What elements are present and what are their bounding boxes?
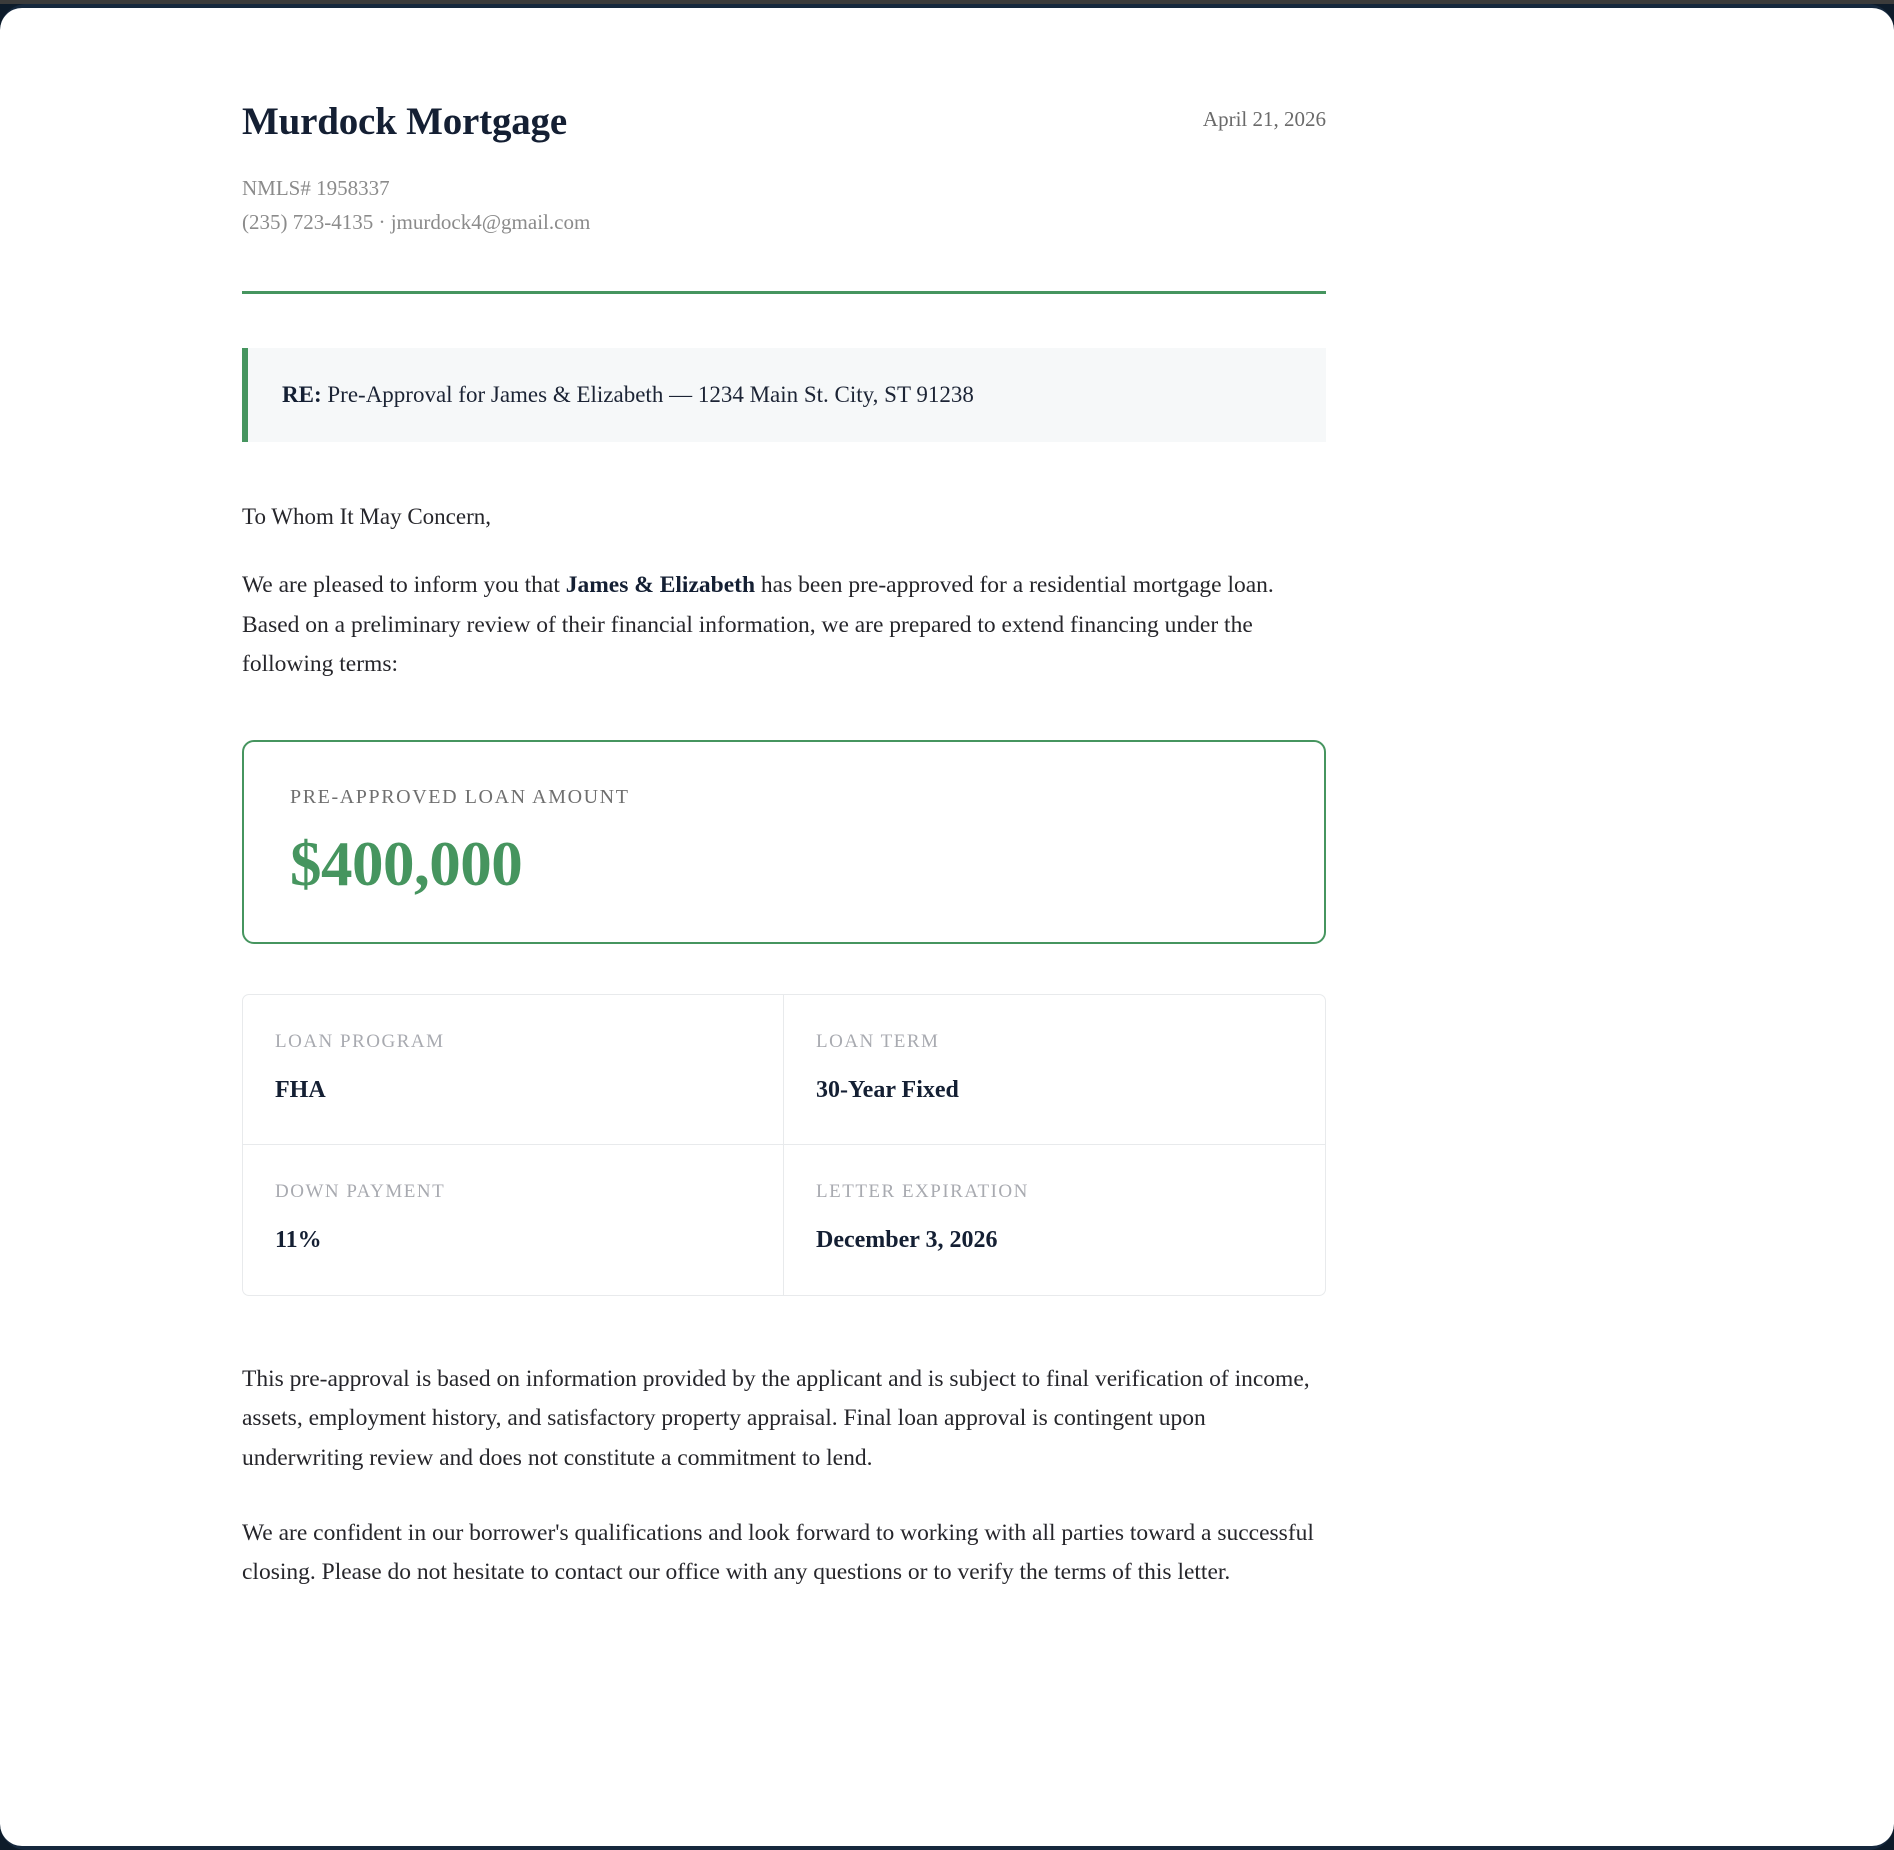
letter-date: April 21, 2026: [1202, 107, 1326, 131]
loan-amount-value: $400,000: [290, 829, 523, 900]
header-divider: [242, 291, 1326, 294]
disclaimer-paragraph: This pre-approval is based on information provided by the applicant and is subject to final verification of income, assets, employment history, and satisfactory property appraisal. Final loan approval is contingent upon underwriting review and does not constitute a commitment to lend.: [242, 1365, 1310, 1471]
detail-value: December 3, 2026: [816, 1226, 998, 1253]
letterhead: [242, 8, 1326, 239]
detail-value: 11%: [275, 1226, 322, 1253]
detail-value: 30-Year Fixed: [816, 1076, 959, 1103]
nmls-number: NMLS# 1958337: [242, 175, 390, 200]
detail-cell-letter-expiration: [784, 1145, 1325, 1295]
subject-text: Pre-Approval for James & Elizabeth — 1234 Main St. City, ST 91238: [321, 381, 974, 407]
window-top-strip: [0, 0, 1894, 4]
detail-label: LOAN TERM: [816, 1030, 940, 1052]
subject-label: RE:: [282, 381, 322, 407]
contact-line: (235) 723-4135 · jmurdock4@gmail.com: [242, 209, 591, 234]
detail-label: DOWN PAYMENT: [275, 1180, 446, 1202]
detail-label: LETTER EXPIRATION: [816, 1180, 1029, 1202]
detail-cell-loan-program: [243, 995, 784, 1145]
firm-name: Murdock Mortgage: [242, 100, 567, 143]
letter-page: [0, 8, 1894, 1846]
salutation: To Whom It May Concern,: [242, 504, 492, 530]
app-frame: [0, 4, 1894, 1850]
subject-block: [242, 348, 1326, 442]
loan-amount-box: [242, 740, 1326, 943]
detail-cell-down-payment: [243, 1145, 784, 1295]
borrower-name: James & Elizabeth: [565, 572, 756, 599]
loan-details-grid: [242, 994, 1326, 1296]
closing-paragraph: We are confident in our borrower's qualifications and look forward to working with all parties toward a successful closing. Please do not hesitate to contact our office with any questions or to verify the terms of this letter.: [242, 1520, 1314, 1586]
contact-block: [242, 171, 1326, 239]
intro-paragraph: [242, 566, 1326, 684]
detail-label: LOAN PROGRAM: [275, 1030, 445, 1052]
detail-cell-loan-term: [784, 995, 1325, 1145]
intro-text-before: We are pleased to inform you that: [242, 572, 566, 599]
detail-value: FHA: [275, 1076, 326, 1103]
intro-text-after: has been pre-approved for a residential mortgage loan. Based on a preliminary review of their financial information, we are prepared to extend financing under the following terms:: [242, 572, 1274, 677]
loan-amount-label: PRE-APPROVED LOAN AMOUNT: [290, 786, 630, 809]
letter-content: [242, 8, 1326, 1593]
